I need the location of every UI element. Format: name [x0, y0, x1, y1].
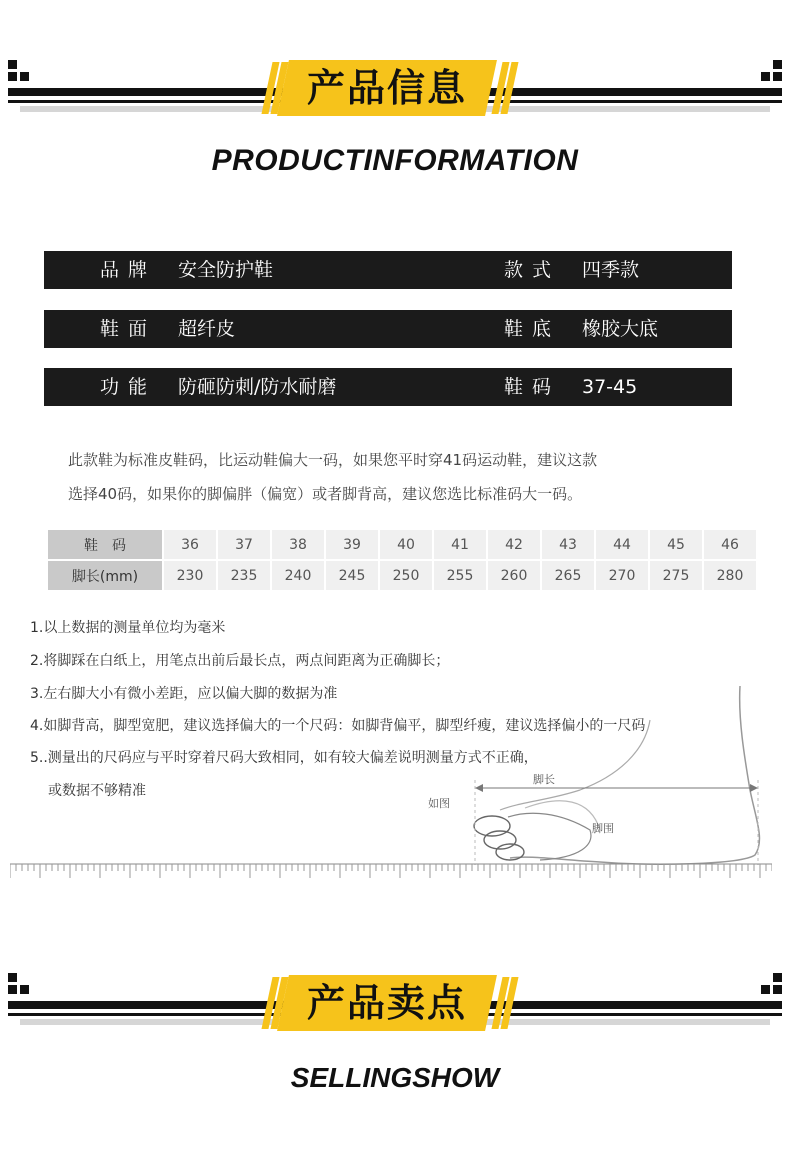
- spec-label: 款式: [504, 259, 561, 281]
- table-cell: 43: [542, 530, 594, 559]
- table-cell: 37: [218, 530, 270, 559]
- size-advice-line: 此款鞋为标准皮鞋码，比运动鞋偏大一码，如果您平时穿41码运动鞋，建议这款: [68, 451, 598, 469]
- note-item: 或数据不够精准: [48, 783, 146, 799]
- table-cell: 230: [164, 561, 216, 590]
- table-row: [48, 561, 756, 590]
- diagram-label-length: 脚长: [533, 773, 555, 786]
- table-cell: 275: [650, 561, 702, 590]
- spec-bar: [44, 251, 732, 289]
- size-advice: [68, 443, 748, 511]
- table-row-label: 鞋码: [48, 530, 162, 559]
- spec-label: 鞋码: [504, 376, 561, 398]
- spec-bar: [44, 310, 732, 348]
- table-cell: 38: [272, 530, 324, 559]
- section-title: 产品信息: [306, 66, 467, 110]
- section-header-product-info: [0, 58, 790, 118]
- table-row: [48, 530, 756, 559]
- table-cell: 240: [272, 561, 324, 590]
- note-item: 5..测量出的尺码应与平时穿着尺码大致相同，如有较大偏差说明测量方式不正确，: [30, 750, 538, 766]
- note-item: 4.如脚背高，脚型宽肥，建议选择偏大的一个尺码：如脚背偏平，脚型纤瘦，建议选择偏小的一尺码: [30, 718, 646, 734]
- foot-diagram: [420, 680, 780, 870]
- size-table: [46, 528, 758, 592]
- table-cell: 255: [434, 561, 486, 590]
- note-item: 2.将脚踩在白纸上，用笔点出前后最长点，两点间距离为正确脚长；: [30, 653, 450, 669]
- size-advice-line: 选择40码，如果你的脚偏胖（偏宽）或者脚背高，建议您选比标准码大一码。: [68, 485, 583, 503]
- table-cell: 235: [218, 561, 270, 590]
- section-subtitle: SELLINGSHOW: [290, 1062, 500, 1093]
- table-cell: 245: [326, 561, 378, 590]
- spec-value: 防砸防刺/防水耐磨: [178, 376, 337, 398]
- spec-label: 功能: [100, 376, 157, 398]
- spec-value: 37-45: [582, 376, 638, 398]
- spec-value: 超纤皮: [178, 318, 236, 340]
- table-cell: 40: [380, 530, 432, 559]
- table-cell: 39: [326, 530, 378, 559]
- note-item: 1.以上数据的测量单位均为毫米: [30, 620, 226, 636]
- table-cell: 45: [650, 530, 702, 559]
- spec-value: 四季款: [582, 259, 640, 281]
- table-cell: 280: [704, 561, 756, 590]
- section-header-selling-points: [0, 971, 790, 1031]
- spec-label: 鞋面: [100, 318, 157, 340]
- section-title: 产品卖点: [306, 981, 467, 1025]
- table-cell: 36: [164, 530, 216, 559]
- ruler-graphic: [10, 862, 772, 880]
- table-cell: 260: [488, 561, 540, 590]
- table-cell: 270: [596, 561, 648, 590]
- table-cell: 44: [596, 530, 648, 559]
- spec-bar: [44, 368, 732, 406]
- spec-value: 安全防护鞋: [178, 259, 274, 281]
- note-item: 3.左右脚大小有微小差距，应以偏大脚的数据为准: [30, 686, 338, 702]
- table-cell: 42: [488, 530, 540, 559]
- section-subtitle: PRODUCTINFORMATION: [211, 144, 579, 177]
- table-row-label: 脚长(mm): [48, 561, 162, 590]
- table-cell: 46: [704, 530, 756, 559]
- spec-label: 鞋底: [504, 318, 561, 340]
- diagram-label-example: 如图: [428, 797, 450, 810]
- table-cell: 265: [542, 561, 594, 590]
- table-cell: 41: [434, 530, 486, 559]
- diagram-label-girth: 脚围: [592, 822, 614, 835]
- table-cell: 250: [380, 561, 432, 590]
- spec-value: 橡胶大底: [582, 318, 659, 340]
- spec-label: 品牌: [100, 259, 157, 281]
